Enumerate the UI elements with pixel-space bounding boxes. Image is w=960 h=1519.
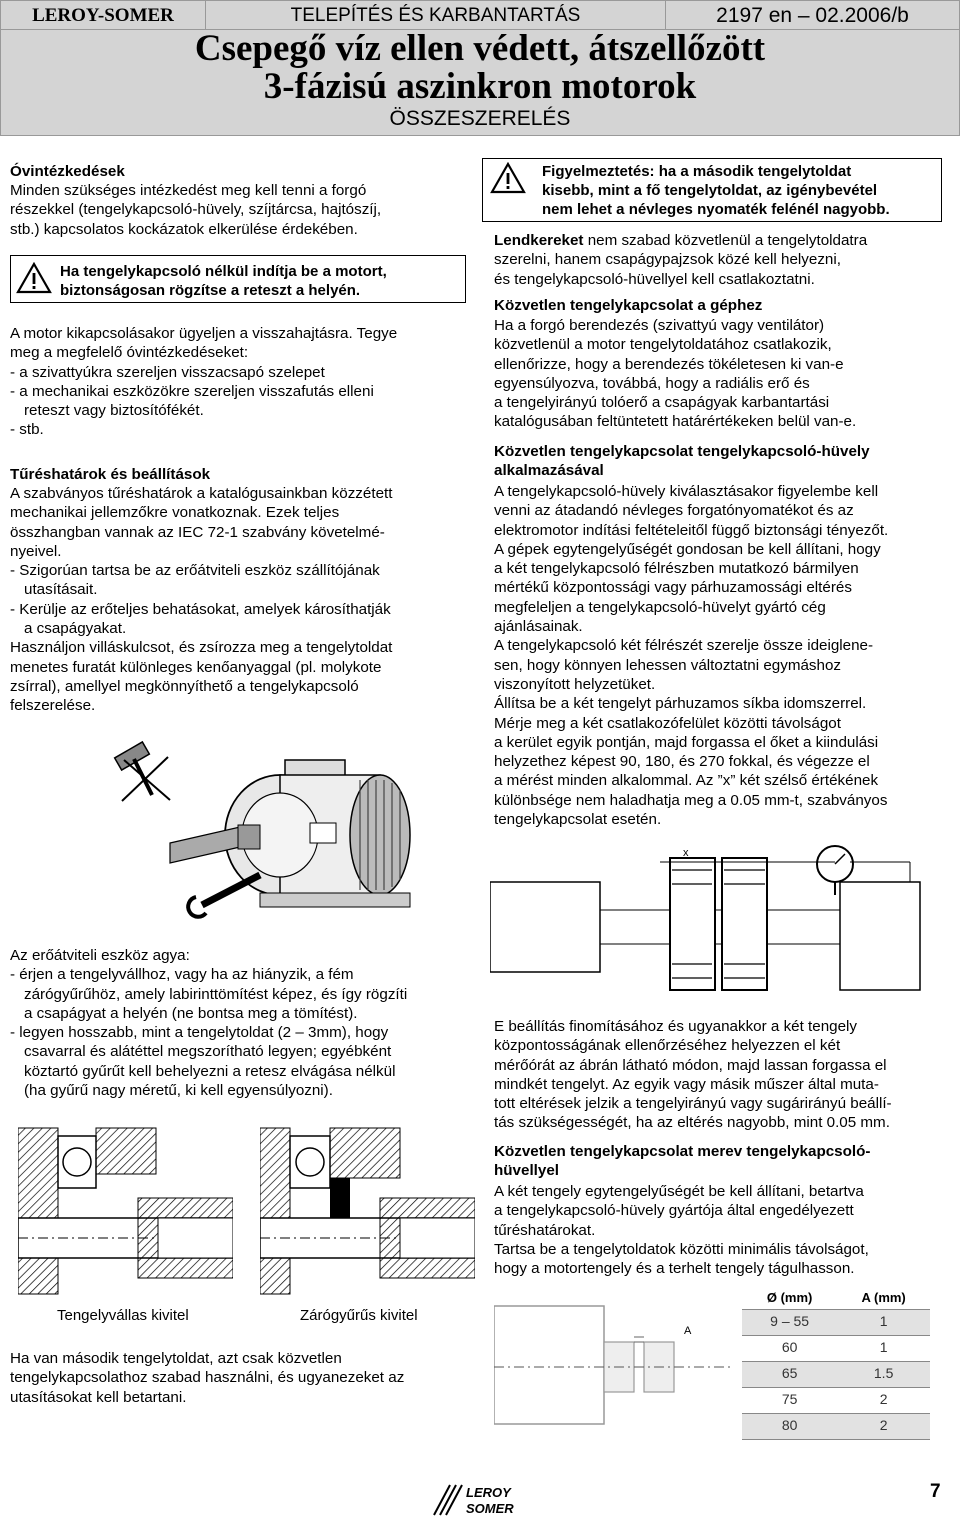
table-row: [742, 1335, 930, 1361]
rigid-coupling-text: [494, 1182, 956, 1278]
list-item: - legyen hosszabb, mint a tengelytoldat (2 – 3mm), hogy: [10, 1024, 389, 1042]
rigid-coupling-drawing: [494, 1292, 734, 1442]
text-line: A tengelykapcsoló-hüvely kiválasztásakor figyelembe kell: [494, 483, 879, 500]
motor-illustration: [110, 735, 440, 925]
text-line: mérőórát az ábrán látható módon, majd lassan forgassa el: [494, 1056, 887, 1074]
text-line: különbsége nem haladhatja meg a 0.05 mm-t, szabványos: [494, 791, 888, 809]
text-line: a kerület egyik pontján, majd forgassa el őket a kiindulási: [494, 733, 879, 751]
text-line: A szabványos tűréshatárok a katalógusainkban közzétett: [10, 485, 393, 502]
precautions-title: Óvintézkedések: [10, 163, 125, 180]
column-header-diameter: Ø (mm): [742, 1287, 837, 1309]
table-cell: 1: [837, 1309, 930, 1335]
text-line: elektromotor indítási feltételeitől függő biztonsági tényezőt.: [494, 521, 889, 539]
text-line: a mérést minden alkalommal. Az ”x” két szélső értékének: [494, 772, 879, 790]
text-line: [494, 231, 949, 250]
text-line: zsírral), amellyel megkönnyíthető a tengelykapcsoló: [10, 677, 359, 695]
text-line: Tartsa be a tengelytoldatok közötti minimális távolságot,: [494, 1240, 869, 1258]
header-section: TELEPÍTÉS ÉS KARBANTARTÁS: [206, 1, 666, 30]
caption-shoulder-design: Tengelyvállas kivitel: [57, 1307, 189, 1324]
text-line: Minden szükséges intézkedést meg kell tenni a forgó: [10, 182, 367, 199]
text-line: A tengelykapcsoló két félrészét szerelje össze ideiglene-: [494, 637, 874, 655]
ring-design-drawing: [260, 1118, 475, 1298]
text-line: stb.) kapcsolatos kockázatok elkerülése érdekében.: [10, 220, 358, 238]
text-line: a tengelykapcsoló-hüvely gyártója által engedélyezett: [494, 1202, 854, 1220]
warning-text: [60, 262, 460, 300]
table-cell: 60: [742, 1335, 837, 1361]
list-item: - a mechanikai eszközökre szereljen visszafutás elleni: [10, 382, 374, 400]
table-row: [742, 1309, 930, 1335]
text-line: katalógusában feltüntetett határértékeken belül van-e.: [494, 413, 857, 431]
table-row: [742, 1361, 930, 1387]
column-header-clearance: A (mm): [837, 1287, 930, 1309]
direct-coupling-title: Közvetlen tengelykapcsolat a géphez: [494, 297, 763, 314]
table-cell: 9 – 55: [742, 1309, 837, 1335]
flywheel-term: Lendkereket: [494, 232, 584, 249]
text-line: Használjon villáskulcsot, és zsírozza meg a tengelytoldat: [10, 639, 393, 657]
text-line: részekkel (tengelykapcsoló-hüvely, szíjtárcsa, hajtószíj,: [10, 201, 382, 219]
text-line: tűréshatárokat.: [494, 1221, 596, 1239]
text-line: helyzethez képest 90, 180, és 270 fokkal, és végezze el: [494, 753, 870, 771]
list-item: - a szivattyúkra szereljen visszacsapó szelepet: [10, 363, 325, 381]
text-line: megfeleljen a tengelykapcsoló-hüvelyt gyártó cég: [494, 598, 826, 616]
text-line: nyeivel.: [10, 542, 62, 560]
shoulder-design-drawing: [18, 1118, 233, 1298]
rigid-coupling-title: [494, 1142, 870, 1181]
text-line: tengelykapcsolat esetén.: [494, 811, 662, 829]
text-line: A motor kikapcsolásakor ügyeljen a visszahajtásra. Tegye: [10, 325, 398, 342]
text-line: közvetlenül a motor tengelytoldatához csatlakozik,: [494, 336, 832, 354]
caption-ring-design: Zárógyűrűs kivitel: [300, 1307, 418, 1324]
text-line: A gépek egytengelyűségét gondosan be kell állítani, hogy: [494, 540, 881, 558]
list-item: - Szigorúan tartsa be az erőátviteli eszköz szállítójának: [10, 562, 380, 580]
text-line: Ha a forgó berendezés (szivattyú vagy ventilátor): [494, 317, 825, 334]
list-item-cont: csavarral és alátéttel megszorítható legyen; egyébként: [24, 1043, 392, 1061]
table-cell: 75: [742, 1387, 837, 1413]
table-row: [742, 1413, 930, 1439]
table-cell: 80: [742, 1413, 837, 1439]
page-subtitle: ÖSSZESZERELÉS: [389, 107, 571, 130]
text-line: nem lehet a névleges nyomaték felénél nagyobb.: [542, 201, 890, 218]
table-cell: 1.5: [837, 1361, 930, 1387]
text-line: tengelykapcsolathoz szabad használni, és ugyanezeket az: [10, 1369, 405, 1387]
text-line: Állítsa be a két tengelyt párhuzamos síkba idomszerrel.: [494, 695, 867, 713]
text-line: biztonságosan rögzítse a reteszt a helyén.: [60, 282, 361, 299]
text-line: Közvetlen tengelykapcsolat merev tengelykapcsoló-: [494, 1143, 871, 1160]
text-line: mindkét tengelyt. Az egyik vagy másik műszer által muta-: [494, 1075, 879, 1093]
text-line: Ha van második tengelytoldat, azt csak közvetlen: [10, 1350, 342, 1367]
warning-triangle-icon: [16, 262, 52, 294]
hub-section: [10, 946, 470, 1100]
logo-line-2: SOMER: [466, 1501, 514, 1516]
fine-adjustment-text: [494, 1017, 956, 1133]
second-extension-text: [10, 1349, 470, 1407]
table-cell: 65: [742, 1361, 837, 1387]
table-cell: 1: [837, 1335, 930, 1361]
table-cell: 2: [837, 1413, 930, 1439]
header-brand: LEROY-SOMER: [1, 1, 206, 30]
list-item-cont: (ha gyűrű nagy méretű, ki kell egyensúlyozni).: [24, 1082, 333, 1100]
list-item: - stb.: [10, 421, 44, 439]
text-line: tott eltérések jelzik a tengelyirányú vagy sugárirányú beállí-: [494, 1095, 892, 1113]
list-item-cont: a csapágyakat.: [24, 620, 127, 638]
header-info-row: [1, 1, 959, 30]
precautions-text: [10, 181, 460, 239]
table-header-row: [742, 1287, 930, 1309]
text-line: ellenőrizze, hogy a berendezés tökéletesen ki van-e: [494, 355, 844, 373]
text-line: meg a megfelelő óvintézkedéseket:: [10, 344, 249, 362]
clearance-table: [742, 1287, 930, 1440]
list-item-cont: utasításait.: [24, 581, 98, 599]
text-line: viszonyított helyzetüket.: [494, 675, 656, 693]
text-line: Közvetlen tengelykapcsolat tengelykapcsoló-hüvely: [494, 443, 870, 460]
title-line-2: 3-fázisú aszinkron motorok: [263, 66, 697, 107]
dial-gauge-figure: [490, 840, 945, 1000]
text-line: mértékű központossági vagy párhuzamossági eltérés: [494, 579, 852, 597]
text-line: Figyelmeztetés: ha a második tengelytoldat: [542, 163, 852, 180]
list-item-cont: zárógyűrűhöz, amely labirinttömítést képez, és így rögzíti: [24, 985, 408, 1003]
list-item-cont: reteszt vagy biztosítófékét.: [24, 402, 204, 420]
tolerances-title: Tűréshatárok és beállítások: [10, 466, 211, 483]
text-line: venni az átadandó névleges forgatónyomatékot és az: [494, 502, 854, 520]
title-line-1: Csepegő víz ellen védett, átszellőzött: [194, 28, 766, 69]
switchoff-section: [10, 324, 465, 440]
header-reference: 2197 en – 02.2006/b: [716, 4, 909, 27]
warning-triangle-icon: [490, 162, 526, 194]
text-line: szerelni, hanem csapágypajzsok közé kell helyezni,: [494, 251, 841, 269]
list-item: - Kerülje az erőteljes behatásokat, amelyek károsíthatják: [10, 600, 391, 618]
leroy-somer-logo: [428, 1483, 528, 1517]
page-number: 7: [930, 1481, 941, 1502]
list-item: - érjen a tengelyvállhoz, vagy ha az hiányzik, a fém: [10, 966, 354, 984]
text-line: a tengelyirányú tolóerő a csapágyak karbantartási: [494, 394, 830, 412]
text-line: mechanikai jellemzőkre vonatkoznak. Ezek teljes: [10, 504, 340, 522]
text-line: Ha tengelykapcsoló nélkül indítja be a motort,: [60, 263, 387, 280]
text-line: tás szükségességét, ha az eltérés nagyobb, mint 0.05 mm.: [494, 1114, 890, 1132]
text-line: hogy a motortengely és a terhelt tengely tágulhasson.: [494, 1260, 855, 1278]
direct-coupling-text: [494, 316, 954, 432]
text-line: és tengelykapcsoló-hüvellyel kell csatlakoztatni.: [494, 270, 815, 288]
document-header: [0, 0, 960, 136]
flywheel-rest: nem szabad közvetlenül a tengelytoldatra: [583, 232, 868, 249]
flywheel-section: [494, 231, 949, 289]
text-line: E beállítás finomításához és ugyanakkor a két tengely: [494, 1018, 858, 1035]
dial-x-label: x: [683, 847, 689, 859]
table-row: [742, 1387, 930, 1413]
sleeve-coupling-title: [494, 442, 870, 481]
text-line: menetes furatát különleges kenőanyaggal (pl. molykote: [10, 658, 382, 676]
text-line: egyensúlyozva, továbbá, hogy a radiális erő és: [494, 374, 810, 392]
list-item-cont: a csapágyat a helyén (ne bontsa meg a tömítést).: [24, 1004, 358, 1022]
text-line: sen, hogy könnyen lehessen változtatni egymáshoz: [494, 656, 841, 674]
text-line: összhangban vannak az IEC 72-1 szabvány követelmé-: [10, 523, 385, 541]
right-warning-text: [542, 162, 942, 219]
text-line: központosságának ellenőrzéséhez helyezzen el két: [494, 1037, 841, 1055]
text-line: felszerelése.: [10, 697, 96, 715]
text-line: A két tengely egytengelyűségét be kell állítani, betartva: [494, 1183, 864, 1200]
text-line: hüvellyel: [494, 1162, 559, 1180]
text-line: Az erőátviteli eszköz agya:: [10, 947, 190, 964]
text-line: utasításokat kell betartani.: [10, 1388, 187, 1406]
sleeve-coupling-text: [494, 482, 956, 829]
text-line: kisebb, mint a fő tengelytoldat, az igénybevétel: [542, 182, 878, 199]
list-item-cont: köztartó gyűrűt kell behelyezni a retesz elvágása nélkül: [24, 1062, 396, 1080]
text-line: ajánlásainak.: [494, 618, 583, 636]
text-line: a két tengelykapcsoló félrészben mutatkozó bármilyen: [494, 560, 859, 578]
table-cell: 2: [837, 1387, 930, 1413]
text-line: Mérje meg a két csatlakozófelület közötti távolságot: [494, 714, 841, 732]
logo-line-1: LEROY: [466, 1485, 511, 1500]
shaft-label-a: A: [684, 1325, 692, 1337]
text-line: alkalmazásával: [494, 462, 604, 480]
tolerances-text: [10, 484, 465, 716]
